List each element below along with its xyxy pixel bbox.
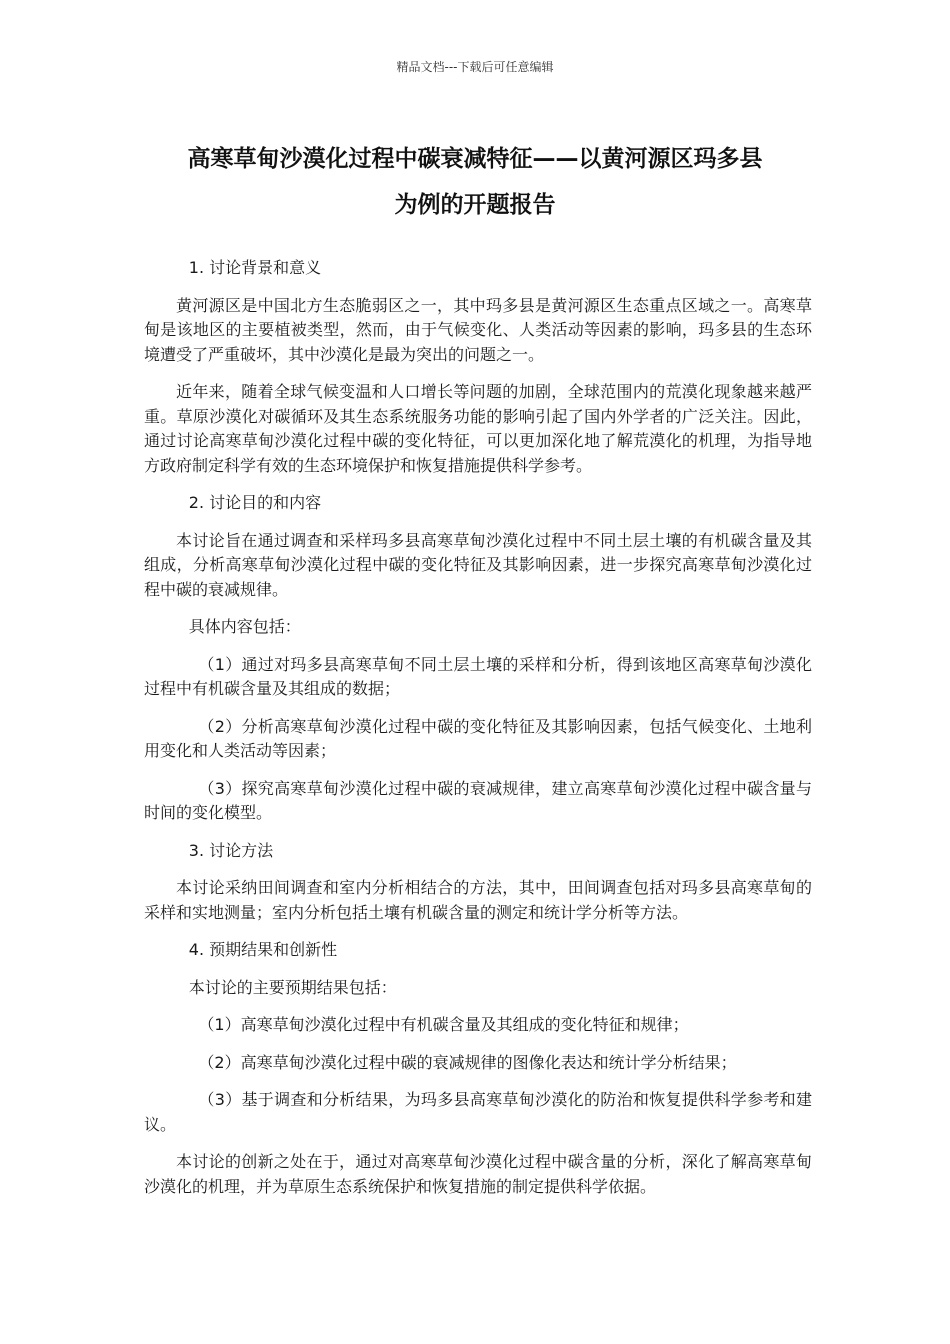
- content-lead: 具体内容包括：: [188, 617, 301, 636]
- paragraph-objectives: 本讨论旨在通过调查和采样玛多县高寒草甸沙漠化过程中不同土层土壤的有机碳含量及其组成，分析高寒草甸沙漠化过程中碳的变化特征及其影响因素，进一步探究高寒草甸沙漠化过程中碳的衰减规律。: [144, 530, 812, 599]
- section-heading-objectives: 2. 讨论目的和内容: [188, 493, 322, 512]
- result-item-1: （1）高寒草甸沙漠化过程中有机碳含量及其组成的变化特征和规律；: [198, 1015, 689, 1034]
- title-line-2: 为例的开题报告: [394, 192, 556, 218]
- result-item-3: （3）基于调查和分析结果，为玛多县高寒草甸沙漠化的防治和恢复提供科学参考和建议。: [144, 1090, 812, 1134]
- paragraph-background-2: 近年来，随着全球气候变温和人口增长等问题的加剧，全球范围内的荒漠化现象越来越严重。草原沙漠化对碳循环及其生态系统服务功能的影响引起了国内外学者的广泛关注。因此，通过讨论高寒草甸沙漠化过程中碳的变化特征，可以更加深化地了解荒漠化的机理，为指导地方政府制定科学有效的生态环境保护和恢复措施提供科学参考。: [144, 382, 812, 475]
- paragraph-background-1: 黄河源区是中国北方生态脆弱区之一，其中玛多县是黄河源区生态重点区域之一。高寒草甸是该地区的主要植被类型，然而，由于气候变化、人类活动等因素的影响，玛多县的生态环境遭受了严重破坏，其中沙漠化是最为突出的问题之一。: [144, 295, 812, 364]
- paragraph-methods: 本讨论采纳田间调查和室内分析相结合的方法，其中，田间调查包括对玛多县高寒草甸的采样和实地测量；室内分析包括土壤有机碳含量的测定和统计学分析等方法。: [144, 878, 812, 922]
- results-lead: 本讨论的主要预期结果包括：: [188, 977, 397, 997]
- title-line-1: 高寒草甸沙漠化过程中碳衰减特征——以黄河源区玛多县: [187, 146, 763, 172]
- content-item-3: （3）探究高寒草甸沙漠化过程中碳的衰减规律，建立高寒草甸沙漠化过程中碳含量与时间的变化模型。: [144, 778, 812, 822]
- content-item-2: （2）分析高寒草甸沙漠化过程中碳的变化特征及其影响因素，包括气候变化、土地利用变化和人类活动等因素；: [144, 716, 812, 760]
- document-body: [144, 256, 812, 1212]
- section-heading-methods: 3. 讨论方法: [188, 840, 274, 860]
- header-note: 精品文档---下载后可任意编辑: [396, 60, 554, 74]
- section-heading-results: 4. 预期结果和创新性: [188, 940, 338, 959]
- paragraph-innovation: 本讨论的创新之处在于，通过对高寒草甸沙漠化过程中碳含量的分析，深化了解高寒草甸沙漠化的机理，并为草原生态系统保护和恢复措施的制定提供科学依据。: [144, 1152, 812, 1196]
- section-heading-background: 1. 讨论背景和意义: [188, 258, 322, 277]
- result-item-2: （2）高寒草甸沙漠化过程中碳的衰减规律的图像化表达和统计学分析结果；: [198, 1052, 737, 1072]
- content-item-1: （1）通过对玛多县高寒草甸不同土层土壤的采样和分析，得到该地区高寒草甸沙漠化过程中有机碳含量及其组成的数据；: [144, 654, 812, 698]
- document-title: [100, 136, 850, 228]
